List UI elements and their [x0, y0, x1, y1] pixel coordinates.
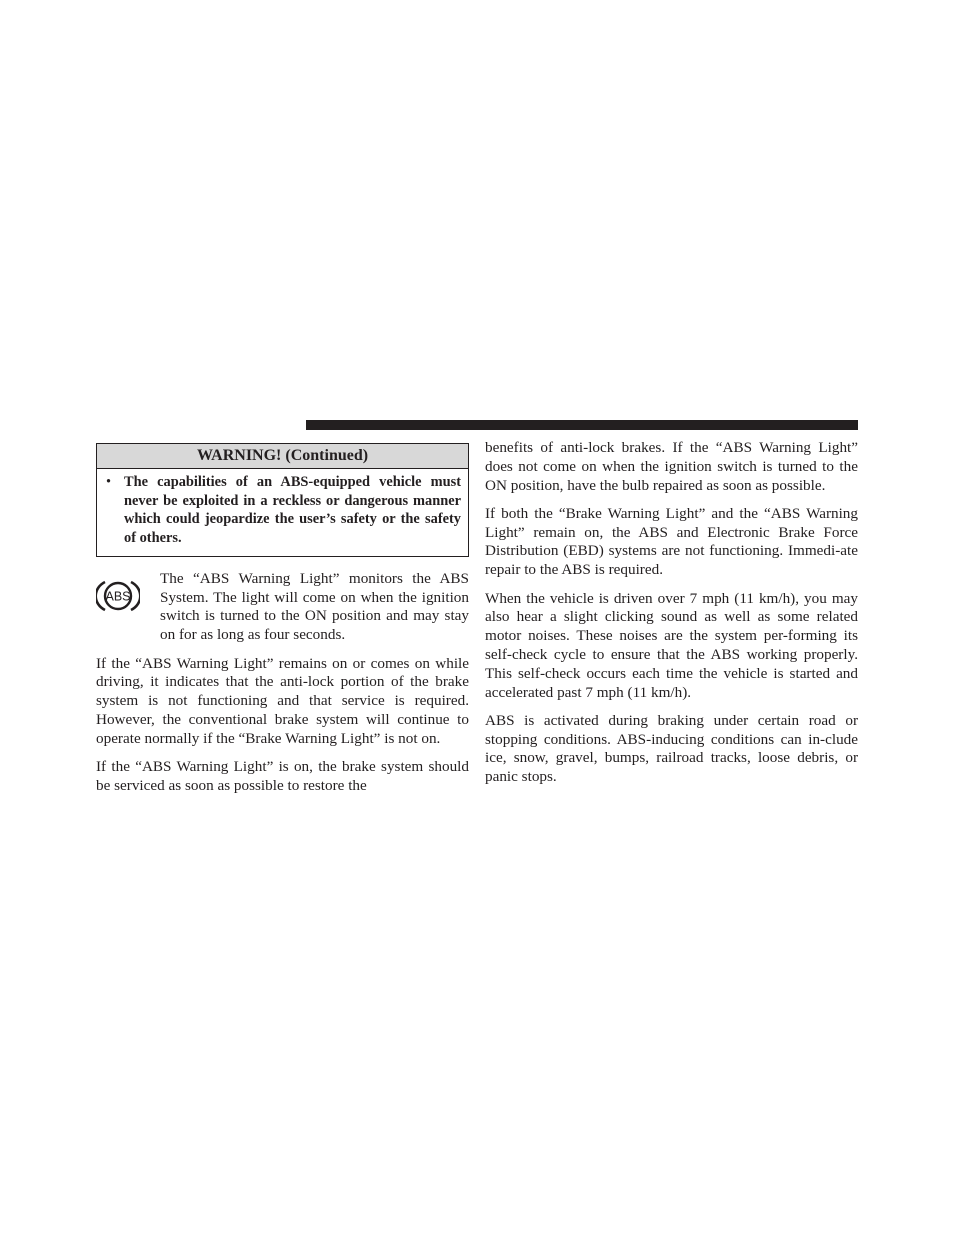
right-column	[485, 439, 858, 797]
abs-light-paragraph: The “ABS Warning Light” monitors the ABS System. The light will come on when the ignition switch is turned to the ON position and may stay on for as long as four seconds.	[160, 569, 469, 644]
abs-warning-light-icon	[96, 570, 160, 645]
paragraph: If the “ABS Warning Light” is on, the brake system should be serviced as soon as possible to restore the	[96, 757, 469, 794]
abs-icon-label: ABS	[105, 589, 131, 604]
warning-item-text: The capabilities of an ABS-equipped vehicle must never be exploited in a reckless or dangerous manner which could jeopardize the user’s safety or the safety of others.	[124, 474, 461, 547]
warning-body	[97, 469, 468, 556]
header-rule	[306, 420, 858, 430]
paragraph: ABS is activated during braking under certain road or stopping conditions. ABS-inducing conditions can in-clude ice, snow, gravel, bumps, railroad tracks, loose debris, or panic stops.	[485, 711, 858, 786]
paragraph: If the “ABS Warning Light” remains on or comes on while driving, it indicates that the anti-lock portion of the brake system is not functioning and that service is required. However, the conventional brake system will continue to operate normally if the “Brake Warning Light” is not on.	[96, 654, 469, 747]
warning-title: WARNING! (Continued)	[97, 444, 468, 469]
paragraph: If both the “Brake Warning Light” and the “ABS Warning Light” remain on, the ABS and Electronic Brake Force Distribution (EBD) systems are not functioning. Immedi-ate repair to the ABS is required.	[485, 504, 858, 579]
warning-box	[96, 443, 469, 557]
bullet-icon: •	[106, 474, 112, 490]
warning-list-item	[104, 473, 461, 548]
paragraph: When the vehicle is driven over 7 mph (11 km/h), you may also hear a slight clicking sound as well as some related motor noises. These noises are the system per-forming its self-check cycle to ensure that the ABS working properly. This self-check occurs each time the vehicle is started and accelerated past 7 mph (11 km/h).	[485, 589, 858, 701]
abs-icon-paragraph	[96, 570, 469, 645]
paragraph: benefits of anti-lock brakes. If the “ABS Warning Light” does not come on when the ignition switch is turned to the ON position, have the bulb repaired as soon as possible.	[485, 439, 858, 494]
left-column	[96, 443, 469, 805]
